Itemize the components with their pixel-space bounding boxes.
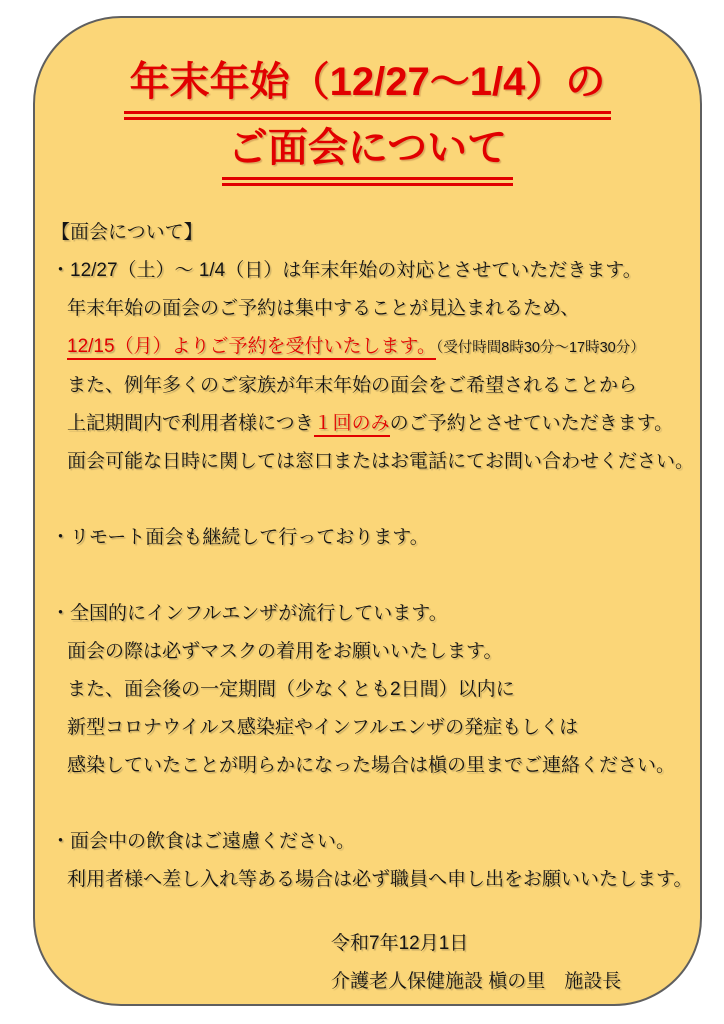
visit-period-line: ・12/27（土）～ 1/4（日）は年末年始の対応とさせていただきます。 (51, 260, 642, 281)
influenza-line-3: また、面会後の一定期間（少なくとも2日間）以内に (67, 679, 515, 700)
once-only-pre: 上記期間内で利用者様につき (67, 413, 314, 434)
influenza-line-5: 感染していたことが明らかになった場合は槇の里までご連絡ください。 (67, 755, 676, 776)
inquiry-line: 面会可能な日時に関しては窓口またはお電話にてお問い合わせください。 (67, 451, 695, 472)
food-line-2: 利用者様へ差し入れ等ある場合は必ず職員へ申し出をお願いいたします。 (67, 869, 693, 890)
title-line-2-text: ご面会について (222, 122, 513, 186)
notice-footer (331, 925, 690, 1001)
notice-card (33, 16, 702, 1006)
once-only-line (51, 405, 690, 443)
influenza-line-2: 面会の際は必ずマスクの着用をお願いいたします。 (67, 641, 503, 662)
reservation-demand-line: 年末年始の面会のご予約は集中することが見込まれるため、 (67, 298, 580, 319)
once-only-highlight: １回のみ (314, 413, 390, 437)
influenza-line-4: 新型コロナウイルス感染症やインフルエンザの発症もしくは (67, 717, 579, 738)
reservation-start-line (51, 328, 690, 367)
influenza-section (51, 595, 690, 785)
influenza-line-1: ・全国的にインフルエンザが流行しています。 (51, 603, 448, 624)
title-line-1 (35, 56, 700, 122)
footer-signature: 介護老人保健施設 槇の里 施設長 (331, 971, 622, 992)
remote-visit-line: ・リモート面会も継続して行っております。 (51, 527, 429, 548)
reservation-start-date: 12/15（月）よりご予約を受付いたします。 (67, 336, 436, 360)
notice-title (35, 56, 700, 188)
once-only-post: のご予約とさせていただきます。 (389, 413, 674, 434)
notice-body (35, 214, 700, 1001)
title-line-2 (35, 122, 700, 188)
food-section (51, 823, 693, 899)
food-line-1: ・面会中の飲食はご遠慮ください。 (51, 831, 356, 852)
reception-hours-note: （受付時間8時30分～17時30分） (436, 340, 645, 356)
section-heading: 【面会について】 (51, 222, 203, 243)
annual-demand-line: また、例年多くのご家族が年末年始の面会をご希望されることから (67, 375, 638, 396)
title-line-1-text: 年末年始（12/27～1/4）の (124, 56, 612, 120)
footer-date: 令和7年12月1日 (331, 933, 469, 954)
